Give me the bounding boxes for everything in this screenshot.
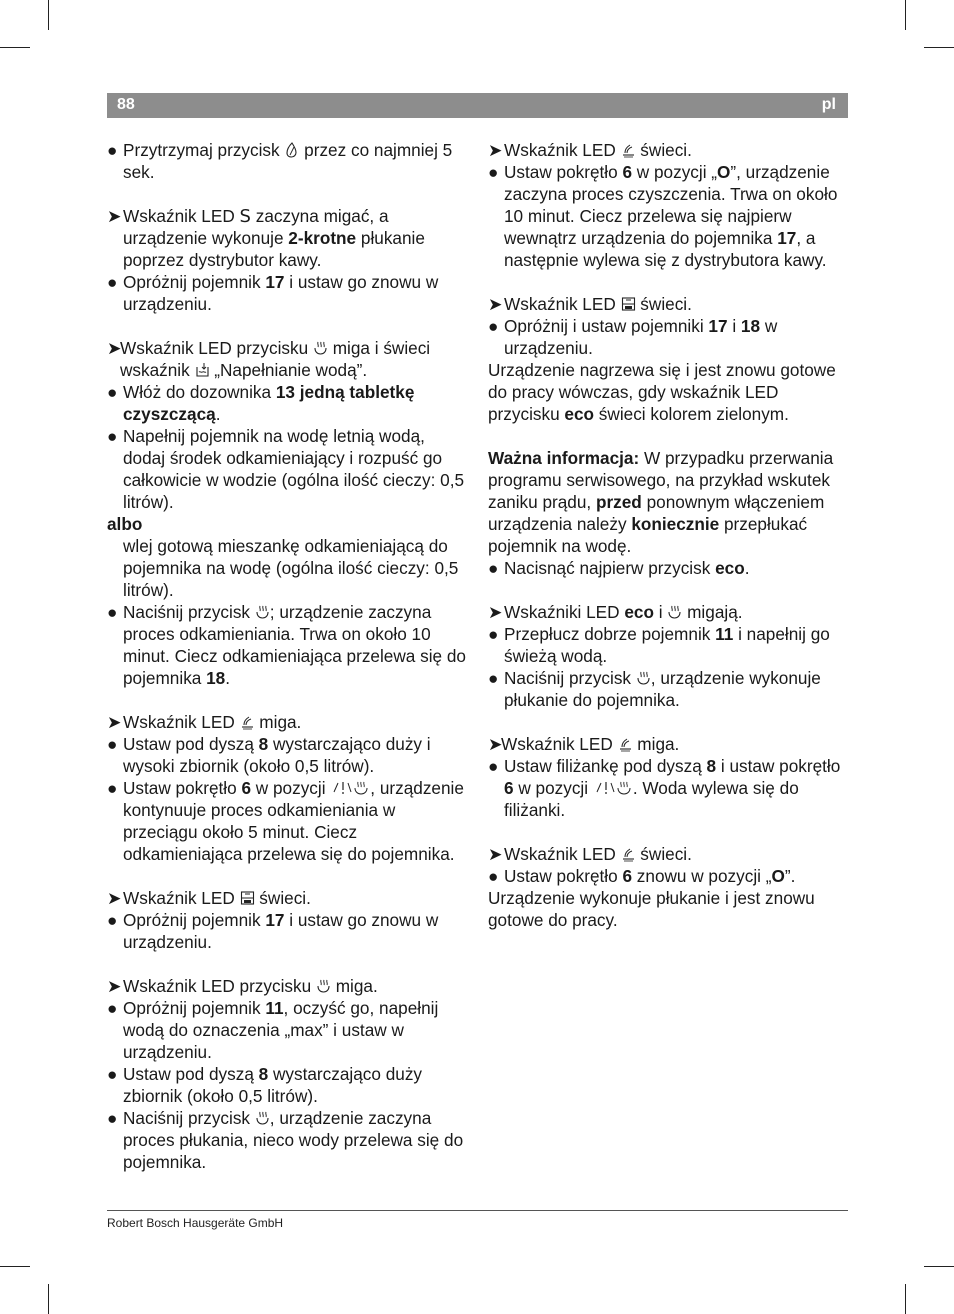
list-item: ● Ustaw pokrętło 6 znowu w pozycji „O”. [488, 866, 796, 886]
crop-mark [924, 1266, 954, 1267]
list-item: ● Opróżnij pojemnik 17 i ustaw go znowu w urządzeniu. [107, 272, 439, 314]
language-code: pl [821, 96, 836, 113]
service-steam-icon [255, 1110, 270, 1126]
list-item: ● Ustaw pod dyszą 8 wystarczająco duży zbiornik (około 0,5 litrów). [107, 1064, 423, 1106]
list-item: ● Ustaw pokrętło 6 w pozycji , urządzenie kontynuuje proces odkamieniania w przeciągu około 5 minut. Ciecz odkamieniająca przelewa się do pojemnika. [107, 778, 464, 864]
list-item: ● Opróżnij pojemnik 11, oczyść go, napełnij wodą do oznaczenia „max” i ustaw w urządzeniu. [107, 998, 439, 1062]
crop-mark [0, 1266, 30, 1267]
list-item: ● Ustaw pod dyszą 8 wystarczająco duży i wysoki zbiornik (około 0,5 litrów). [107, 734, 431, 776]
result-item: ➤ Wskaźniki LED eco i migają. [488, 602, 743, 622]
descale-icon [618, 736, 633, 752]
descale-icon [621, 846, 636, 862]
list-item: ● Ustaw filiżankę pod dyszą 8 i ustaw pokrętło 6 w pozycji . Woda wylewa się do filiżanki. [488, 756, 841, 820]
drop-icon [284, 142, 299, 158]
service-steam-icon [255, 604, 270, 620]
drawer-icon [621, 296, 636, 312]
paragraph: wlej gotową mieszankę odkamieniającą do pojemnika na wodę (ogólna ilość cieczy: 0,5 litrów). [123, 536, 459, 600]
descale-icon [240, 714, 255, 730]
paragraph: Urządzenie nagrzewa się i jest znowu gotowe do pracy wówczas, gdy wskaźnik LED przycisku eco świeci kolorem zielonym. [488, 360, 836, 424]
result-item: ➤ Wskaźnik LED przycisku miga. [107, 976, 378, 996]
result-item: ➤ Wskaźnik LED miga. [488, 734, 680, 754]
list-item: ● Opróżnij pojemnik 17 i ustaw go znowu w urządzeniu. [107, 910, 439, 952]
crop-mark [905, 1284, 906, 1314]
crop-mark [48, 0, 49, 30]
drawer-icon [240, 890, 255, 906]
result-item: ➤ Wskaźnik LED miga. [107, 712, 302, 732]
list-item: ● Napełnij pojemnik na wodę letnią wodą, dodaj środek odkamieniający i rozpuść go całkowicie w wodzie (ogólna ilość cieczy: 0,5 litrów). [107, 426, 465, 512]
page-header [107, 93, 848, 118]
left-column [107, 139, 469, 1173]
list-item: ● Przepłucz dobrze pojemnik 11 i napełnij go świeżą wodą. [488, 624, 830, 666]
list-item: ● Ustaw pokrętło 6 w pozycji „O”, urządzenie zaczyna proces czyszczenia. Trwa on około 10 minut. Ciecz przelewa się najpierw wewnątrz urządzenia do pojemnika 17, a następnie wylewa się z dystrybutora kawy. [488, 162, 838, 270]
service-steam-icon [316, 978, 331, 994]
list-item: ● Nacisnąć najpierw przycisk eco. [488, 558, 750, 578]
position-icon [330, 780, 370, 796]
position-icon [593, 780, 633, 796]
service-steam-icon [636, 670, 651, 686]
albo-label: albo [107, 514, 143, 534]
list-item: ● Przytrzymaj przycisk przez co najmniej 5 sek. [107, 140, 453, 182]
service-steam-icon [667, 604, 682, 620]
service-steam-icon [313, 340, 328, 356]
list-item: ● Naciśnij przycisk , urządzenie zaczyna proces płukania, nieco wody przelewa się do pojemnika. [107, 1108, 464, 1172]
crop-mark [924, 47, 954, 48]
result-item: ➤ Wskaźnik LED przycisku miga i świeci wskaźnik „Napełnianie wodą”. [107, 338, 431, 380]
footer-divider [107, 1210, 848, 1211]
crop-mark [0, 47, 30, 48]
list-item: ● Naciśnij przycisk ; urządzenie zaczyna proces odkamieniania. Trwa on około 10 minut. Ciecz odkamieniająca przelewa się do pojemnika 18. [107, 602, 466, 688]
crop-mark [905, 0, 906, 30]
descale-icon [621, 142, 636, 158]
result-item: ➤ Wskaźnik LED świeci. [107, 888, 311, 908]
water-fill-icon [195, 362, 210, 378]
list-item: ● Opróżnij i ustaw pojemniki 17 i 18 w urządzeniu. [488, 316, 778, 358]
crop-mark [48, 1284, 49, 1314]
s-icon: S [239, 206, 251, 227]
result-item: ➤ Wskaźnik LED S zaczyna migać, a urządzenie wykonuje 2-krotne płukanie poprzez dystrybutor kawy. [107, 206, 425, 270]
list-item: ● Włóż do dozownika 13 jedną tabletkę czyszczącą. [107, 382, 415, 424]
result-item: ➤ Wskaźnik LED świeci. [488, 140, 692, 160]
paragraph: Urządzenie wykonuje płukanie i jest znowu gotowe do pracy. [488, 888, 815, 930]
page-number: 88 [117, 96, 135, 113]
list-item: ● Naciśnij przycisk , urządzenie wykonuje płukanie do pojemnika. [488, 668, 821, 710]
result-item: ➤ Wskaźnik LED świeci. [488, 844, 692, 864]
important-note: Ważna informacja: W przypadku przerwania programu serwisowego, na przykład wskutek zaniku prądu, przed ponownym włączeniem urządzenia należy koniecznie przepłukać pojemnik na wodę. [488, 448, 834, 556]
footer-company: Robert Bosch Hausgeräte GmbH [107, 1216, 284, 1230]
right-column [488, 139, 850, 931]
result-item: ➤ Wskaźnik LED świeci. [488, 294, 692, 314]
